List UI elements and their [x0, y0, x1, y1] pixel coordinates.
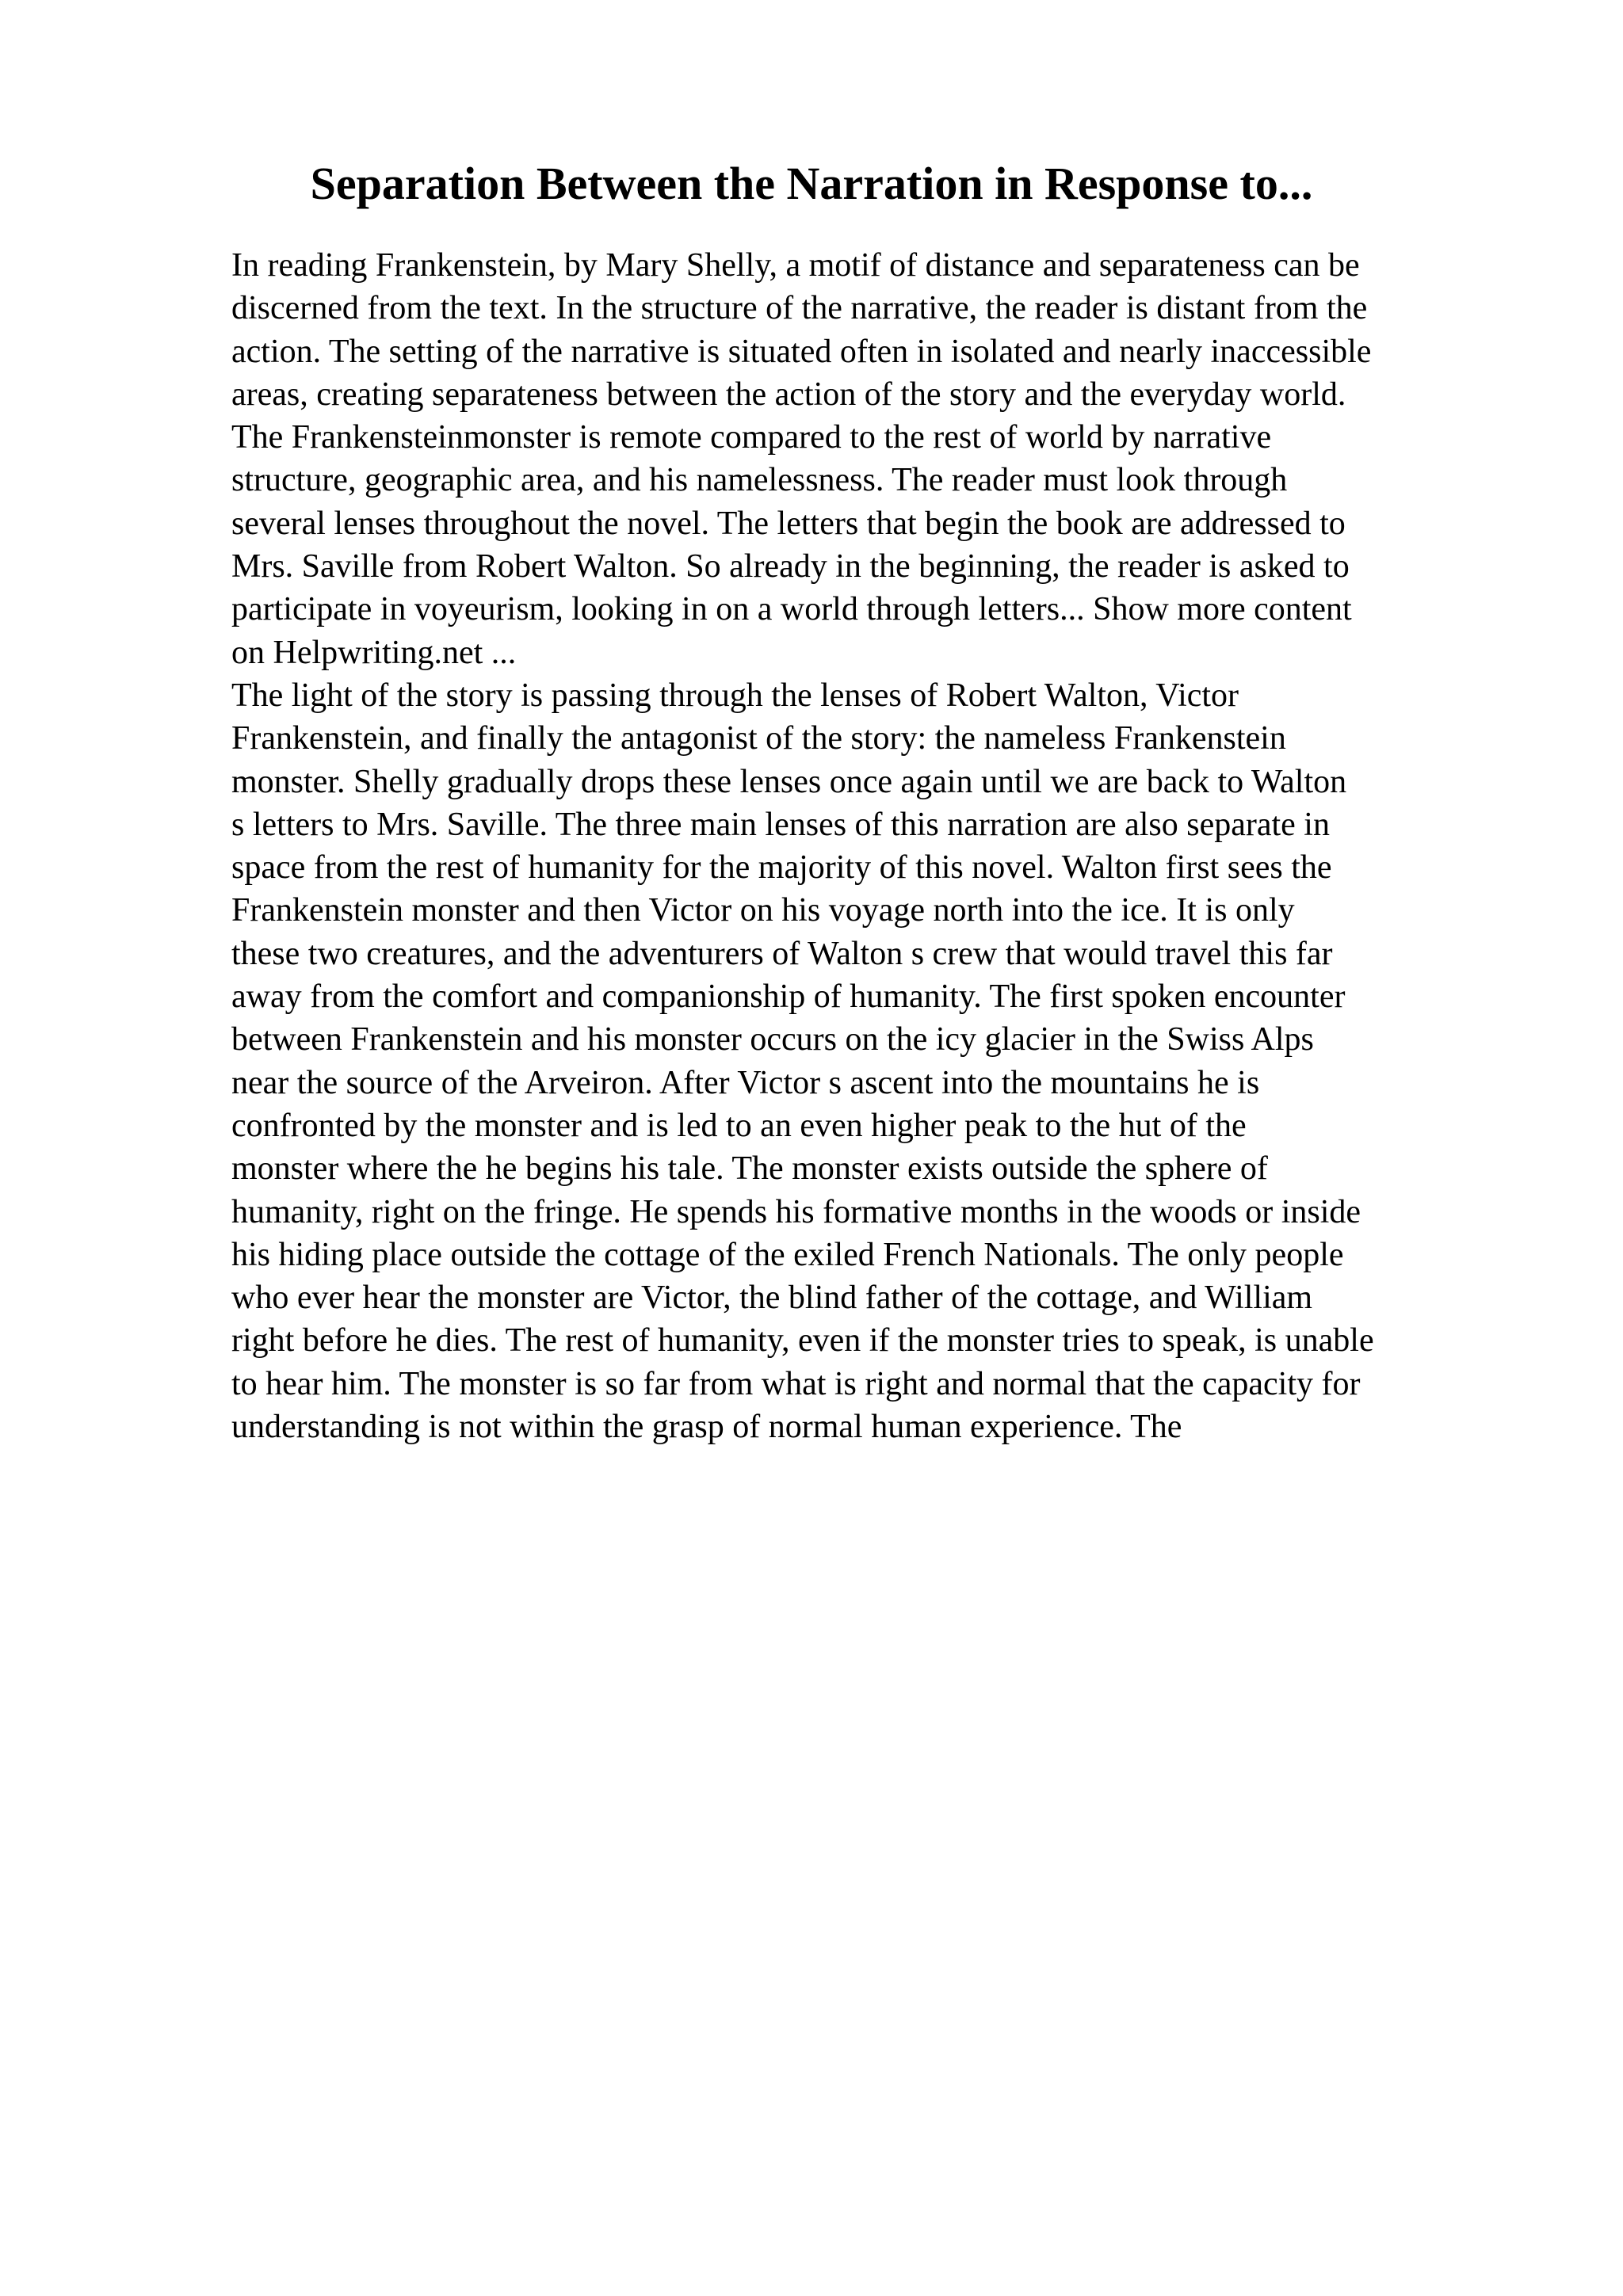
body-line: to hear him. The monster is so far from what is right and normal that the capacity for — [231, 1365, 1361, 1402]
body-line: In reading Frankenstein, by Mary Shelly, a motif of distance and separateness can be — [231, 247, 1360, 284]
body-line: right before he dies. The rest of humanity, even if the monster tries to speak, is unable — [231, 1322, 1374, 1360]
body-line: The light of the story is passing through the lenses of Robert Walton, Victor — [231, 677, 1239, 714]
body-line: understanding is not within the grasp of normal human experience. The — [231, 1409, 1182, 1446]
body-line: space from the rest of humanity for the majority of this novel. Walton first sees the — [231, 849, 1332, 887]
body-line: Frankenstein, and finally the antagonist of the story: the nameless Frankenstein — [231, 720, 1286, 757]
body-line: who ever hear the monster are Victor, the blind father of the cottage, and William — [231, 1280, 1313, 1317]
body-line: action. The setting of the narrative is situated often in isolated and nearly inaccessible — [231, 333, 1372, 370]
body-line: away from the comfort and companionship of humanity. The first spoken encounter — [231, 978, 1346, 1016]
body-line: humanity, right on the fringe. He spends his formative months in the woods or inside — [231, 1193, 1361, 1230]
body-line: Frankenstein monster and then Victor on his voyage north into the ice. It is only — [231, 892, 1295, 929]
body-line: structure, geographic area, and his namelessness. The reader must look through — [231, 462, 1288, 499]
body-line: confronted by the monster and is led to an even higher peak to the hut of the — [231, 1107, 1247, 1144]
document-title: Separation Between the Narration in Response to... — [310, 158, 1313, 209]
body-line: his hiding place outside the cottage of the exiled French Nationals. The only people — [231, 1236, 1344, 1273]
body-line: on Helpwriting.net ... — [231, 634, 517, 671]
body-line: these two creatures, and the adventurers of Walton s crew that would travel this far — [231, 935, 1333, 972]
body-line: areas, creating separateness between the action of the story and the everyday world. — [231, 376, 1346, 413]
body-line: The Frankensteinmonster is remote compared to the rest of world by narrative — [231, 419, 1272, 456]
body-line: s letters to Mrs. Saville. The three main lenses of this narration are also separate in — [231, 806, 1330, 843]
body-line: several lenses throughout the novel. The letters that begin the book are addressed to — [231, 505, 1346, 542]
body-line: monster where the he begins his tale. The monster exists outside the sphere of — [231, 1150, 1268, 1188]
body-line: near the source of the Arveiron. After Victor s ascent into the mountains he is — [231, 1064, 1260, 1101]
body-line: participate in voyeurism, looking in on a world through letters... Show more content — [231, 591, 1352, 628]
body-line: between Frankenstein and his monster occurs on the icy glacier in the Swiss Alps — [231, 1021, 1314, 1058]
body-line: monster. Shelly gradually drops these lenses once again until we are back to Walton — [231, 763, 1347, 800]
document-body — [231, 244, 1515, 1448]
body-line: discerned from the text. In the structure of the narrative, the reader is distant from the — [231, 290, 1368, 327]
body-line: Mrs. Saville from Robert Walton. So already in the beginning, the reader is asked to — [231, 548, 1350, 585]
